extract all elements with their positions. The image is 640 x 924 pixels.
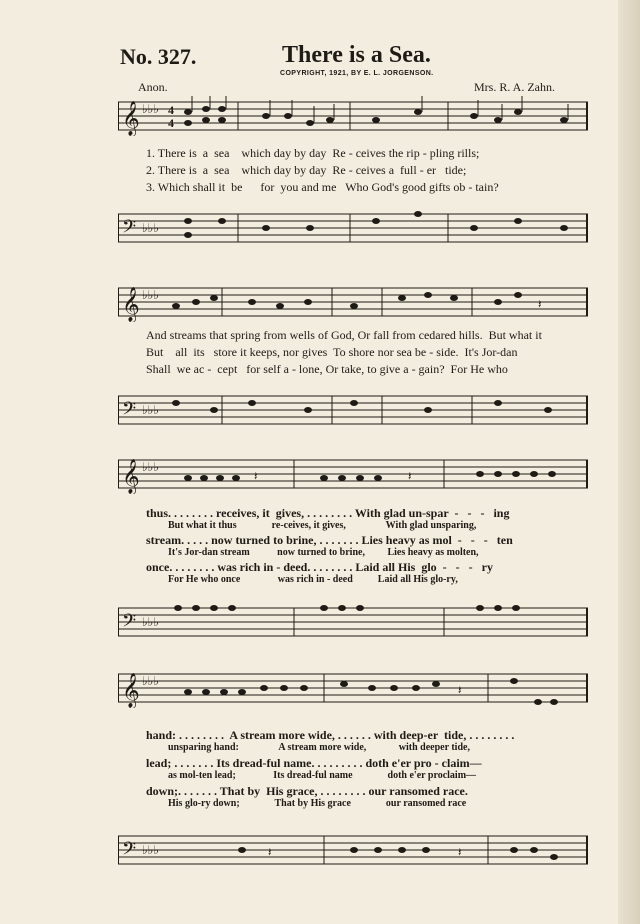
- svg-text:𝄞: 𝄞: [122, 460, 140, 493]
- bass-staff: [118, 830, 588, 864]
- bass-staff: [118, 390, 588, 424]
- svg-text:♭♭♭: ♭♭♭: [142, 615, 159, 629]
- svg-text:4: 4: [168, 116, 174, 130]
- svg-text:♭♭♭: ♭♭♭: [142, 674, 159, 688]
- hymn-title: There is a Sea.: [282, 42, 431, 68]
- lyric-line-verse-2-alt: as mol-ten lead; Its dread-ful name doth e'er proclaim—: [168, 770, 477, 781]
- svg-text:𝄽: 𝄽: [408, 469, 412, 483]
- lyric-line-verse-3-alt: For He who once was rich in - deed Laid all His glo-ry,: [168, 574, 458, 585]
- treble-staff: [118, 454, 588, 493]
- treble-staff: [118, 282, 588, 321]
- svg-text:♭♭♭: ♭♭♭: [142, 221, 159, 235]
- author-credit: Anon.: [138, 80, 168, 94]
- lyric-line-verse-1: thus. . . . . . . . receives, it gives, . . . . . . . . With glad un-spar - - - ing: [146, 506, 510, 520]
- svg-text:4: 4: [168, 103, 174, 117]
- lyric-line-verse-3: once. . . . . . . . was rich in - deed. . . . . . . . Laid all His glo - - - ry: [146, 560, 493, 574]
- copyright-notice: COPYRIGHT, 1921, BY E. L. JORGENSON.: [280, 70, 434, 77]
- treble-staff: [118, 96, 588, 135]
- music-system-2: [118, 282, 588, 442]
- music-system-1: [118, 96, 588, 266]
- svg-text:𝄢: 𝄢: [122, 838, 137, 863]
- svg-text:𝄞: 𝄞: [122, 288, 140, 321]
- lyric-line-verse-2-alt: It's Jor-dan stream now turned to brine, Lies heavy as molten,: [168, 547, 479, 558]
- svg-text:𝄢: 𝄢: [122, 398, 137, 423]
- verse-1-line: 1. There is a sea which day by day Re - ceives the rip - pling rills;: [146, 146, 480, 160]
- page-edge: [618, 0, 640, 924]
- verse-2-line: But all its store it keeps, nor gives To shore nor sea be - side. It's Jor-dan: [146, 345, 518, 359]
- svg-text:♭♭♭: ♭♭♭: [142, 288, 159, 302]
- svg-text:♭♭♭: ♭♭♭: [142, 843, 159, 857]
- verse-1-line: And streams that spring from wells of God, Or fall from cedared hills. But what it: [146, 328, 542, 342]
- lyric-line-verse-2: stream. . . . . now turned to brine, . . . . . . . Lies heavy as mol - - - ten: [146, 533, 513, 547]
- lyric-line-verse-2: lead; . . . . . . . Its dread-ful name. . . . . . . . . doth e'er pro - claim—: [146, 756, 482, 770]
- music-system-3: [118, 454, 588, 654]
- svg-text:𝄽: 𝄽: [458, 683, 462, 697]
- bass-staff: [118, 602, 588, 636]
- lyric-line-verse-3-alt: His glo-ry down; That by His grace our ransomed race: [168, 798, 467, 809]
- hymn-header: [0, 0, 640, 100]
- verse-3-line: 3. Which shall it be for you and me Who God's good gifts ob - tain?: [146, 180, 499, 194]
- svg-text:𝄢: 𝄢: [122, 610, 137, 635]
- svg-text:𝄢: 𝄢: [122, 216, 137, 241]
- treble-staff: [118, 668, 588, 707]
- lyric-line-verse-1-alt: unsparing hand: A stream more wide, with deeper tide,: [168, 742, 470, 753]
- verse-2-line: 2. There is a sea which day by day Re - ceives a full - er tide;: [146, 163, 467, 177]
- svg-text:♭♭♭: ♭♭♭: [142, 403, 159, 417]
- svg-text:𝄽: 𝄽: [538, 297, 542, 311]
- music-system-4: [118, 668, 588, 888]
- bass-staff: [118, 208, 588, 242]
- svg-text:𝄞: 𝄞: [122, 674, 140, 707]
- lyric-line-verse-1: hand: . . . . . . . . A stream more wide, . . . . . . with deep-er tide, . . . . . . . .: [146, 728, 515, 742]
- lyric-line-verse-1-alt: But what it thus re-ceives, it gives, With glad unsparing,: [168, 520, 477, 531]
- svg-text:𝄽: 𝄽: [254, 469, 258, 483]
- svg-text:♭♭♭: ♭♭♭: [142, 102, 159, 116]
- svg-text:♭♭♭: ♭♭♭: [142, 460, 159, 474]
- lyric-line-verse-3: down;. . . . . . . That by His grace, . . . . . . . . our ransomed race.: [146, 784, 468, 798]
- composer-credit: Mrs. R. A. Zahn.: [474, 80, 555, 94]
- hymn-number: No. 327.: [120, 44, 197, 69]
- svg-text:𝄽: 𝄽: [458, 845, 462, 859]
- verse-3-line: Shall we ac - cept for self a - lone, Or take, to give a - gain? For He who: [146, 362, 508, 376]
- svg-text:𝄽: 𝄽: [268, 845, 272, 859]
- svg-text:𝄞: 𝄞: [122, 102, 140, 135]
